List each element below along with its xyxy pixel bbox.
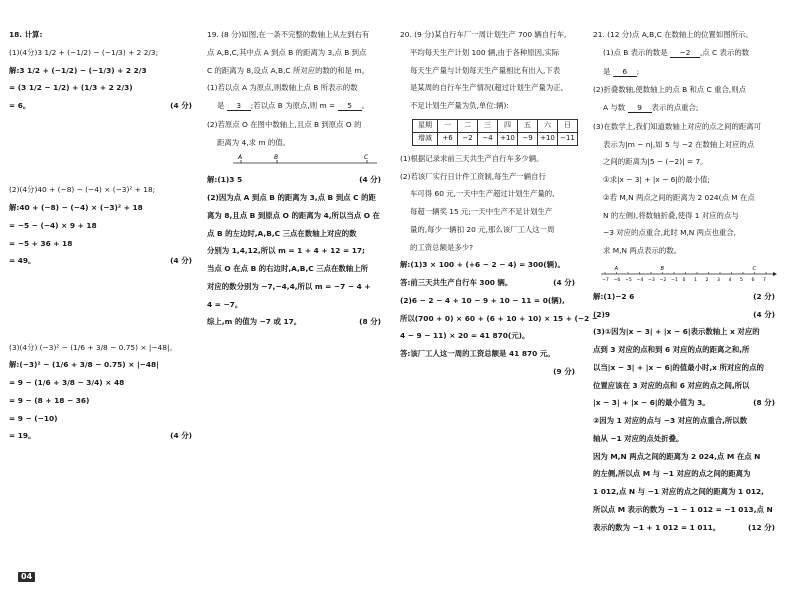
q20-answer-1 [400,278,583,287]
q21-sol-line3: (3)①因为|x − 3| + |x − 6|表示数轴上 x 对应的 [593,327,760,337]
q18-sol3-line4: = 9 − (−10) [9,413,58,423]
q21-sol-line9: 轴从 −1 对应的点处折叠。 [593,433,684,443]
q21-line10: ②若 M,N 两点之间的距离为 2 024(点 M 在点 [603,192,755,202]
q18-sol2-line4: = 49。 [9,256,36,266]
q21-answer-blank-3: 9 [628,103,652,113]
q21-tick-label: −5 [625,277,632,283]
q21-line5-c: 表示的点重合; [651,103,699,112]
q19-line6: (2)若原点 O 在图中数轴上,且点 B 到原点 O 的 [207,119,362,129]
q18-sol1-line1: 解:3 1/2 + (−1/2) − (−1/3) + 2 2/3 [9,65,147,75]
q18-sol3-line2: = 9 − (1/6 + 3/8 − 3/4) × 48 [9,378,125,387]
q21-line1: 21. (12 分)点 A,B,C 在数轴上的位置如图所示。 [593,30,753,39]
q19-answer-blank-2: 5 [338,101,362,111]
q21-number-line [593,264,783,284]
q20-sol-line4: 所以(700 + 0) × 60 + (6 + 10 + 10) × 15 + (−2 − [400,313,598,323]
q21-line2-c: ,点 C 表示的数 [699,47,750,57]
question-18 [9,30,200,449]
q21-answer-1-score: (2 分) [753,291,775,301]
q19-sol-line4: 分别为 1,4,12,所以 m = 1 + 4 + 12 = 17; [207,246,365,256]
q21-tick-label: 3 [717,277,720,283]
q19-line4: (1)若以点 A 为原点,则数轴上点 B 所表示的数 [207,83,358,93]
q21-line3-a: 是 [603,66,611,76]
q21-sol-line8: ②因为 1 对应的点与 −3 对应的点重合,所以数 [593,416,748,425]
q18-sol3-result [9,431,200,440]
q20-part2-line1: (2)若该厂实行日计件工资制,每生产一辆自行 [400,171,546,181]
q20-sol-line1: 解:(1)3 × 100 + (+6 − 2 − 4) = 300(辆)。 [400,260,565,270]
q18-part2: (2)(4分)40 + (−8) − (−4) × (−3)² + 18; [9,185,156,195]
q18-title: 18. 计算: [9,30,43,39]
table-cell: 六 [538,119,558,132]
q19-line5-c: ;若以点 B 为原点,则 m = [250,101,336,110]
q18-sol3-line5: = 19。 [9,431,36,441]
table-row [413,132,578,145]
q21-line13: 求 M,N 两点表示的数。 [603,246,682,255]
q18-sol3-line3: = 9 − (8 + 18 − 36) [9,395,90,405]
q19-line5-a: 是 [217,101,225,110]
q19-sol-line7: 4 = −7。 [207,299,243,309]
q18-sol2-line1: 解:40 + (−8) − (−4) × (−3)² + 18 [9,203,143,212]
q21-line3-c: ; [636,66,640,76]
table-header-row [413,119,578,132]
q20-part2-line5: 的工资总额是多少? [410,242,474,252]
q21-line5-a: A 与数 [603,103,626,112]
q19-conclusion [207,317,389,326]
table-cell: 增减 [413,132,438,145]
q20-sol-line6: 答:该厂工人这一周的工资总额是 41 870 元。 [400,349,555,358]
q19-answer-1-score: (4 分) [359,175,381,185]
table-cell: −11 [558,132,578,145]
q18-sol1-line3: = 6。 [9,101,31,110]
q21-line3 [593,67,783,77]
q21-sol-line12: 1 012,点 N 与 −1 对应的点之间的距离为 1 012, [593,487,764,496]
q21-answer-blank-1: −2 [670,48,700,58]
q18-sol1-line2: = (3 1/2 − 1/2) + (1/3 + 2 2/3) [9,83,133,93]
q21-sol-line4: 点到 3 对应的点和到 6 对应的点的距离之和,所 [593,345,750,354]
q21-sol-line7 [593,398,783,407]
q18-sol2-line3: = −5 + 36 + 18 [9,238,73,248]
q18-sol2-score: (4 分) [170,256,192,266]
q18-sol2-line2: = −5 − (−4) × 9 + 18 [9,220,97,230]
q21-tick-label: −7 [602,277,609,283]
q19-conclusion-score: (8 分) [359,317,381,327]
q21-point-label-c: C [752,265,757,272]
q19-sol-line6: 对应的数分别为 −7,−4,4,所以 m = −7 − 4 + [207,281,371,291]
q20-part2-line2: 车可得 60 元,一天中生产超过计划生产量的, [410,189,555,199]
q21-answer-2 [593,310,783,319]
q20-part2-line4: 量的,每少一辆扣 20 元,那么该厂工人这一周 [410,224,555,234]
q19-sol-line2: 离为 8,且点 B 到原点 O 的距离为 4,所以当点 O 在 [207,210,380,220]
q20-line5: 不足计划生产量为负,单位:辆): [410,101,509,110]
q19-conclusion-text: 综上,m 的值为 −7 或 17。 [207,317,302,327]
table-cell: −4 [478,132,498,145]
q21-line2-a: (1)点 B 表示的数是 [603,47,668,57]
q20-final-score: (9 分) [553,366,575,376]
table-cell: 日 [558,119,578,132]
q21-tick-label: −4 [636,277,644,283]
q19-answer-blank-1: 3 [227,101,251,111]
q21-line2 [593,48,783,58]
q21-tick-label: −1 [671,277,678,283]
q21-sol-line14-score: (12 分) [747,522,775,532]
q21-line5 [593,103,783,113]
q19-answer-1-text: 解:(1)3 5 [207,175,243,185]
q21-tick-label: 0 [682,277,686,283]
q21-tick-label: 4 [728,277,732,283]
q19-label-a: A [238,154,243,162]
q21-sol-line5: 以当|x − 3| + |x − 6|的值最小时,x 所对应的点的 [593,362,764,372]
question-21 [593,30,783,540]
page-number: 04 [18,572,35,582]
q18-part1: (1)(4分)3 1/2 + (−1/2) − (−1/3) + 2 2/3; [9,47,159,57]
q21-sol-line10: 因为 M,N 两点之间的距离为 2 024,点 M 在点 N [593,451,761,461]
q21-line4: (2)折叠数轴,使数轴上的点 B 和点 C 重合,则点 [593,85,747,95]
q18-sol3-line1: 解:(−3)² − (1/6 + 3/8 − 0.75) × |−48| [9,360,159,370]
q21-line7: 表示为|m − n|,如 5 与 −2 在数轴上对应的点 [603,139,755,149]
q20-part2-line3: 每超一辆奖 15 元;一天中生产不足计划生产 [410,207,553,216]
q21-answer-2-text: (2)9 [593,309,611,319]
q21-tick-label: 2 [705,277,709,283]
q19-line3: C 的距离为 8,设点 A,B,C 所对应的数的和是 m。 [207,65,370,75]
q19-number-line [207,153,387,169]
question-20 [400,30,598,385]
q19-answer-1 [207,175,389,184]
q18-part3: (3)(4分) (−3)² − (1/6 + 3/8 − 0.75) × |−48|。 [9,342,177,352]
page-footer [18,571,64,583]
q21-answer-1 [593,292,783,301]
question-19 [207,30,389,335]
table-cell: +10 [498,132,518,145]
q20-answer-1-score: (4 分) [553,278,575,287]
q21-sol-line7-text: |x − 3| + |x − 6|的最小值为 3。 [593,398,710,408]
q21-sol-line13: 所以点 M 表示的数为 −1 − 1 012 = −1 013,点 N [593,504,773,514]
q21-line11: N 的左侧),将数轴折叠,使得 1 对应的点与 [603,210,739,220]
q20-answer-1-text: 答:前三天共生产自行车 300 辆。 [400,278,513,287]
q19-label-c: C [364,154,369,162]
table-cell: 星期 [413,119,438,132]
q19-sol-line3: 点 B 的左边时,A,B,C 三点在数轴上对应的数 [207,228,357,238]
q19-line5 [207,101,389,111]
table-cell: 四 [498,119,518,132]
q21-answer-blank-2: 6 [613,67,637,77]
q21-sol-line11: 的左侧,所以点 M 与 −1 对应的点之间的距离为 [593,469,751,479]
q21-line8: 之间的距离为|5 − (−2)| = 7。 [603,157,708,167]
q21-sol-line14-text: 表示的数为 −1 + 1 012 = 1 011。 [593,522,721,532]
q21-tick-label: −6 [613,277,621,283]
q21-answer-1-text: 解:(1)−2 6 [593,291,635,301]
q20-production-table [412,119,578,146]
q21-tick-label: 1 [694,277,697,283]
q21-point-label-b: B [660,265,665,272]
q18-sol1-score: (4 分) [170,101,192,110]
q20-part1: (1)根据记录求前三天共生产自行车多少辆。 [400,153,544,163]
q21-line9: ①求|x − 3| + |x − 6|的最小值; [603,175,710,184]
q19-line7: 距离为 4,求 m 的值。 [217,137,291,147]
q18-sol2-result [9,256,200,265]
table-cell: +10 [538,132,558,145]
q18-sol1-result [9,101,200,110]
q21-tick-label: −3 [648,277,655,283]
q21-sol-line14 [593,523,783,532]
q20-sol-line5: 4 − 9 − 11) × 20 = 41 870(元)。 [400,331,530,341]
q21-answer-2-score: (4 分) [753,309,775,319]
q19-label-b: B [274,154,279,162]
q21-point-label-a: A [614,265,619,272]
q21-tick-label: −2 [659,277,667,283]
q19-line2: 点 A,B,C,其中点 A 到点 B 的距离为 3,点 B 到点 [207,47,367,57]
q21-sol-line7-score: (8 分) [753,398,775,408]
q21-tick-label: 7 [763,277,766,283]
q21-line6: (3)在数学上,我们知道数轴上对应的点之间的距离可 [593,121,762,131]
q19-sol-line1: (2)因为点 A 到点 B 的距离为 3,点 B 到点 C 的距 [207,193,376,202]
q20-sol-line3: (2)6 − 2 − 4 + 10 − 9 + 10 − 11 = 0(辆), [400,295,565,305]
q21-tick-label: 5 [740,277,743,283]
table-cell: −9 [518,132,538,145]
q20-line1: 20. (9 分)某自行车厂一周计划生产 700 辆自行车, [400,30,567,39]
q21-tick-label: 6 [751,277,755,283]
table-cell: 一 [438,119,458,132]
q20-line3: 每天生产量与计划每天生产量相比有出入,下表 [410,65,561,75]
table-cell: 五 [518,119,538,132]
table-cell: +6 [438,132,458,145]
q20-line2: 平均每天生产计划 100 辆,由于各种原因,实际 [410,47,560,57]
q19-sol-line5: 当点 O 在点 B 的右边时,A,B,C 三点在数轴上所 [207,264,368,273]
q20-line4: 是某周的自行车生产情况(超过计划生产量为正, [410,83,564,93]
q19-line5-e: 。 [361,101,369,110]
q21-axis-arrow [773,272,777,276]
q18-sol3-score: (4 分) [170,431,192,441]
q21-line12: −3 对应的点重合,此时 M,N 两点也重合, [603,228,736,238]
q21-sol-line6: 位置应该在 3 对应的点和 6 对应的点之间,所以 [593,380,750,390]
table-cell: 二 [458,119,478,132]
q19-line1: 19. (8 分)如图,在一条不完整的数轴上从左到右有 [207,30,370,39]
table-cell: 三 [478,119,498,132]
table-cell: −2 [458,132,478,145]
